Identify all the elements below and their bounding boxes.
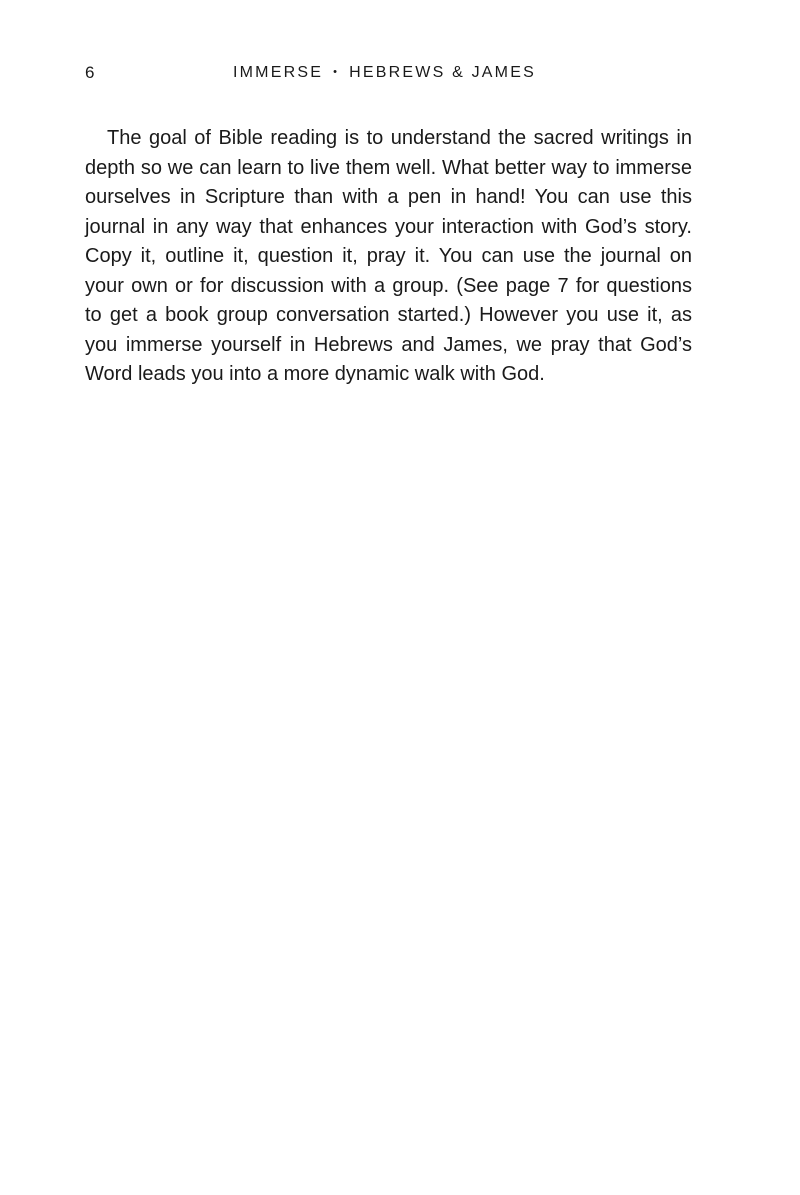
body-paragraph: The goal of Bible reading is to understand the sacred writings in depth so we can learn to live them well. What better way to immerse ourselves in Scripture than with a pen in hand! You can use this journal in any way that enhances your interaction with God’s story. Copy it, outline it, question it, pray it. You can use the journal on your own or for discussion with a group. (See page 7 for questions to get a book group conversation started.) However you use it, as you immerse yourself in Hebrews and James, we pray that God’s Word leads you into a more dynamic walk with God. [85, 127, 692, 385]
running-title [233, 62, 536, 85]
bullet-separator: • [333, 66, 340, 78]
page-number: 6 [85, 63, 95, 82]
book-title: HEBREWS & JAMES [349, 64, 536, 81]
series-title: IMMERSE [233, 64, 324, 81]
running-header [85, 62, 692, 84]
